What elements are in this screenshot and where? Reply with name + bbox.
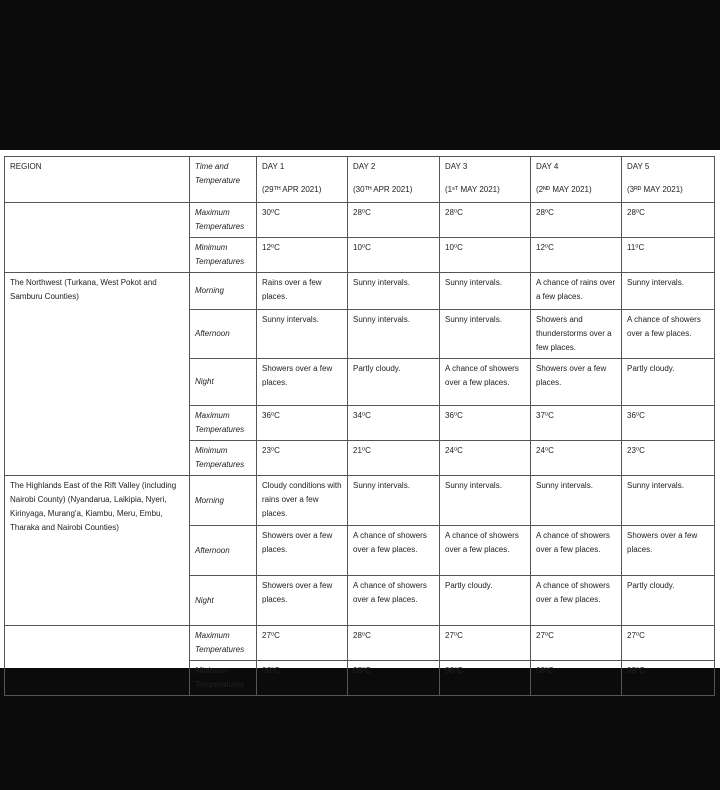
table-cell: A chance of showers over a few places.: [531, 576, 622, 626]
table-cell: Sunny intervals.: [622, 273, 715, 310]
table-cell: 28⁰C: [348, 203, 440, 238]
table-cell: Partly cloudy.: [622, 359, 715, 406]
table-cell: 36⁰C: [622, 406, 715, 441]
table-cell: A chance of showers over a few places.: [622, 310, 715, 359]
table-cell: A chance of showers over a few places.: [440, 359, 531, 406]
param-cell: Maximum Temperatures: [190, 626, 257, 661]
table-cell: 11⁰C: [622, 238, 715, 273]
table-cell: 36⁰C: [440, 406, 531, 441]
table-cell: A chance of showers over a few places.: [348, 576, 440, 626]
param-cell: Minimum Temperatures: [190, 441, 257, 476]
header-day-3: DAY 3 (1ˢᵀ MAY 2021): [440, 157, 531, 203]
table-cell: 24⁰C: [440, 441, 531, 476]
table-cell: A chance of showers over a few places.: [440, 526, 531, 576]
table-cell: 21⁰C: [348, 441, 440, 476]
table-cell: 27⁰C: [440, 626, 531, 661]
param-cell: Afternoon: [190, 310, 257, 359]
table-cell: Showers over a few places.: [257, 359, 348, 406]
table-cell: 36⁰C: [257, 406, 348, 441]
forecast-table: [4, 156, 715, 696]
param-cell: Morning: [190, 476, 257, 526]
region-blank-cell: [5, 203, 190, 273]
header-region: REGION: [5, 157, 190, 203]
param-cell: Minimum Temperatures: [190, 238, 257, 273]
table-cell: Sunny intervals.: [440, 273, 531, 310]
table-cell: 28⁰C: [531, 203, 622, 238]
table-cell: 06⁰C: [440, 661, 531, 696]
header-day-2: DAY 2 (30ᵀᴴ APR 2021): [348, 157, 440, 203]
table-cell: 37⁰C: [531, 406, 622, 441]
param-cell: Morning: [190, 273, 257, 310]
table-cell: Cloudy conditions with rains over a few places.: [257, 476, 348, 526]
table-cell: Showers over a few places.: [622, 526, 715, 576]
table-cell: Rains over a few places.: [257, 273, 348, 310]
table-cell: Sunny intervals.: [348, 476, 440, 526]
param-cell: Afternoon: [190, 526, 257, 576]
table-cell: Partly cloudy.: [440, 576, 531, 626]
table-cell: Sunny intervals.: [348, 273, 440, 310]
table-cell: 28⁰C: [622, 203, 715, 238]
header-day-5: DAY 5 (3ᴿᴰ MAY 2021): [622, 157, 715, 203]
table-cell: Showers over a few places.: [257, 526, 348, 576]
table-cell: 27⁰C: [622, 626, 715, 661]
table-cell: 10⁰C: [348, 238, 440, 273]
table-cell: Sunny intervals.: [440, 310, 531, 359]
region-highlands: The Highlands East of the Rift Valley (including Nairobi County) (Nyandarua, Laikipia, Nyeri, Kirinyaga, Murang'a, Kiambu, Meru, Embu, Tharaka and Nairobi Counties): [5, 476, 190, 626]
table-cell: 08⁰C: [348, 661, 440, 696]
table-cell: 23⁰C: [622, 441, 715, 476]
table-cell: 27⁰C: [257, 626, 348, 661]
table-cell: 34⁰C: [348, 406, 440, 441]
region-blank-cell: [5, 626, 190, 696]
header-day-1: DAY 1 (29ᵀᴴ APR 2021): [257, 157, 348, 203]
table-cell: A chance of showers over a few places.: [531, 526, 622, 576]
table-row: [5, 273, 715, 310]
table-cell: Sunny intervals.: [531, 476, 622, 526]
table-cell: Partly cloudy.: [622, 576, 715, 626]
table-cell: 28⁰C: [348, 626, 440, 661]
table-row: [5, 626, 715, 661]
table-cell: 12⁰C: [531, 238, 622, 273]
table-cell: Showers and thunderstorms over a few places.: [531, 310, 622, 359]
table-cell: 08⁰C: [622, 661, 715, 696]
document-sheet: [0, 150, 720, 689]
param-cell: Maximum Temperatures: [190, 406, 257, 441]
table-cell: Showers over a few places.: [257, 576, 348, 626]
param-cell: Minimum Temperatures: [190, 661, 257, 696]
region-northwest: The Northwest (Turkana, West Pokot and Samburu Counties): [5, 273, 190, 476]
table-cell: 28⁰C: [440, 203, 531, 238]
param-cell: Night: [190, 576, 257, 626]
table-cell: Sunny intervals.: [257, 310, 348, 359]
header-time-temp: Time and Temperature: [190, 157, 257, 203]
table-cell: Sunny intervals.: [440, 476, 531, 526]
table-row: [5, 203, 715, 238]
table-cell: Sunny intervals.: [348, 310, 440, 359]
table-cell: 24⁰C: [531, 441, 622, 476]
table-cell: 12⁰C: [257, 238, 348, 273]
table-header-row: [5, 157, 715, 203]
param-cell: Night: [190, 359, 257, 406]
table-cell: 30⁰C: [257, 203, 348, 238]
param-cell: Maximum Temperatures: [190, 203, 257, 238]
header-day-4: DAY 4 (2ᴺᴰ MAY 2021): [531, 157, 622, 203]
table-cell: 06⁰C: [257, 661, 348, 696]
table-cell: Partly cloudy.: [348, 359, 440, 406]
table-row: [5, 476, 715, 526]
table-cell: 27⁰C: [531, 626, 622, 661]
table-cell: Sunny intervals.: [622, 476, 715, 526]
table-cell: Showers over a few places.: [531, 359, 622, 406]
table-cell: A chance of rains over a few places.: [531, 273, 622, 310]
table-cell: 23⁰C: [257, 441, 348, 476]
table-cell: 10⁰C: [440, 238, 531, 273]
table-cell: 08⁰C: [531, 661, 622, 696]
table-cell: A chance of showers over a few places.: [348, 526, 440, 576]
